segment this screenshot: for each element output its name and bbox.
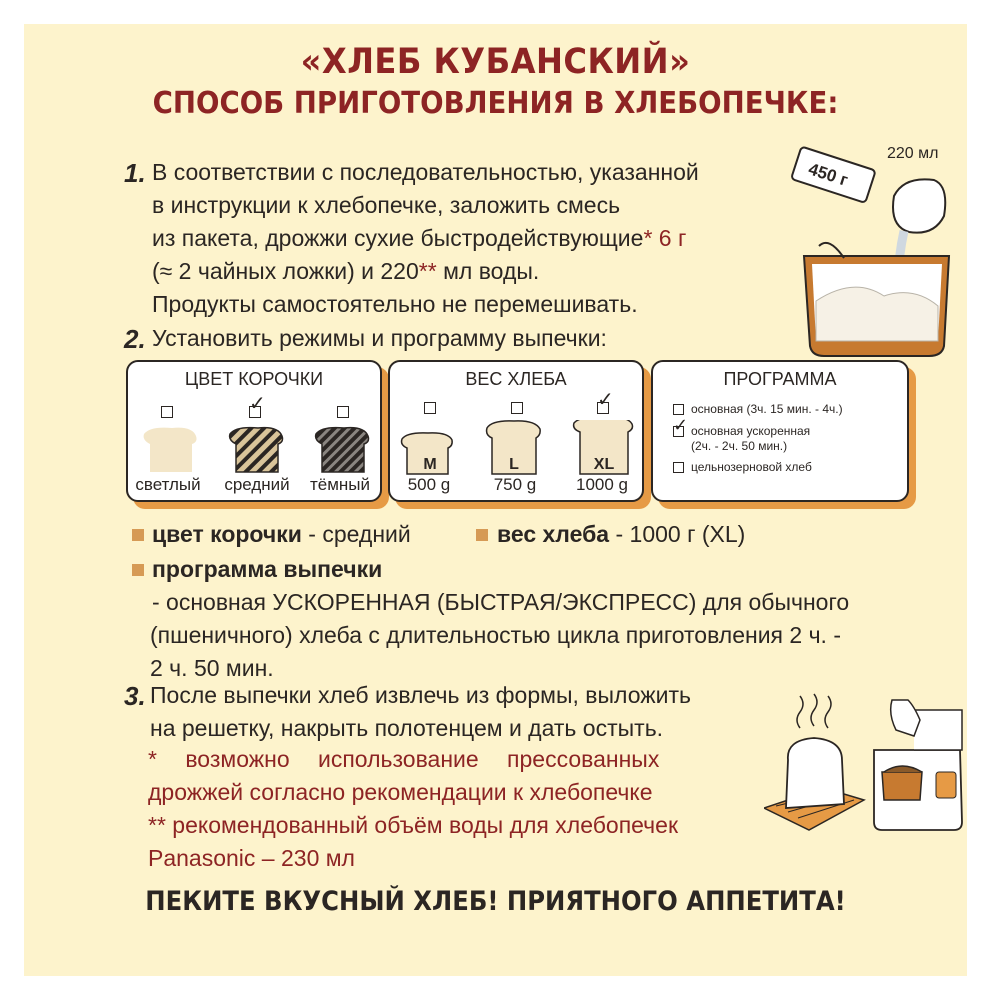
crust-panel-title: ЦВЕТ КОРОЧКИ	[184, 369, 324, 389]
footnote-line: * возможно использование прессованных	[148, 746, 660, 772]
program-fast-label: основная ускоренная	[691, 424, 811, 438]
program-main-label: основная (3ч. 15 мин. - 4ч.)	[691, 402, 843, 416]
footnote-line: ** рекомендованный объём воды для хлебопечек	[148, 812, 679, 838]
step1-line-part: мл воды.	[436, 258, 540, 284]
size-m-label: M	[423, 456, 437, 473]
crust-light-label: светлый	[135, 475, 201, 494]
crust-dark-checkbox[interactable]	[337, 406, 349, 418]
summary-weight-value: - 1000 г (XL)	[609, 521, 746, 547]
step2-text: Установить режимы и программу выпечки:	[152, 325, 607, 351]
weight-panel-title: ВЕС ХЛЕБА	[465, 369, 567, 389]
footnote-mark: * 6 г	[643, 225, 687, 251]
packet-weight-label: 450 г	[806, 159, 851, 190]
step1-line	[152, 255, 772, 288]
crust-color-panel	[126, 360, 382, 502]
recipe-title: «ХЛЕБ КУБАНСКИЙ»	[300, 42, 691, 82]
program-panel-title: ПРОГРАММА	[723, 369, 837, 389]
recipe-subtitle: СПОСОБ ПРИГОТОВЛЕНИЯ В ХЛЕБОПЕЧКЕ:	[152, 86, 839, 121]
baking-program-panel	[651, 360, 909, 502]
bread-maker-icon	[874, 700, 962, 830]
program-line: (пшеничного) хлеба с длительностью цикла приготовления 2 ч. -	[150, 622, 841, 648]
bullet-icon	[132, 564, 144, 576]
footnote-mark: **	[418, 258, 437, 284]
bullet-icon	[132, 529, 144, 541]
footnotes	[148, 743, 748, 875]
weight-500-label: 500 g	[407, 475, 451, 494]
weight-750-label: 750 g	[493, 475, 537, 494]
program-line: - основная УСКОРЕННАЯ (БЫСТРАЯ/ЭКСПРЕСС) для обычного	[152, 589, 850, 615]
weight-1000-label: 1000 g	[576, 475, 628, 494]
medium-bread-icon	[230, 428, 283, 472]
towel-covered-bread-icon	[786, 694, 844, 808]
summary-crust	[152, 518, 411, 551]
weight-m-checkbox[interactable]	[424, 402, 436, 414]
summary-crust-value: - средний	[301, 521, 411, 547]
bread-weight-panel	[388, 360, 644, 502]
summary-program-label: программа выпечки	[152, 556, 383, 582]
footer-slogan: ПЕКИТЕ ВКУСНЫЙ ХЛЕБ! ПРИЯТНОГО АППЕТИТА!	[145, 886, 846, 917]
step2-number: 2.	[124, 324, 146, 354]
cooling-bread-illustration	[764, 680, 967, 840]
crust-dark-label: тёмный	[309, 475, 371, 494]
summary-crust-label: цвет корочки	[152, 521, 302, 547]
program-fast-duration: (2ч. - 2ч. 50 мин.)	[691, 439, 788, 453]
check-mark-icon: ✓	[249, 393, 266, 415]
summary-weight	[497, 518, 745, 551]
size-xl-label: XL	[593, 456, 615, 473]
crust-light-checkbox[interactable]	[161, 406, 173, 418]
step1-text	[152, 156, 772, 321]
crust-medium-label: средний	[224, 475, 290, 494]
bullet-icon	[476, 529, 488, 541]
crust-bread-icons	[136, 426, 376, 476]
step1-line: В соответствии с последовательностью, указанной	[152, 159, 699, 185]
check-mark-icon: ✓	[597, 389, 614, 411]
step1-line: Продукты самостоятельно не перемешивать.	[152, 291, 638, 317]
program-line: 2 ч. 50 мин.	[150, 655, 274, 681]
recipe-page	[24, 24, 967, 976]
dark-bread-icon	[316, 428, 369, 472]
program-main-checkbox[interactable]	[673, 404, 684, 415]
footnote-line: Panasonic – 230 мл	[148, 845, 355, 871]
step1-line: в инструкции к хлебопечке, заложить смесь	[152, 192, 621, 218]
summary-program-text	[150, 586, 910, 685]
step1-line-part: (≈ 2 чайных ложки) и 220	[152, 258, 419, 284]
step1-line-part: из пакета, дрожжи сухие быстродействующие	[152, 225, 644, 251]
footnote-line: дрожжей согласно рекомендации к хлебопечке	[148, 779, 653, 805]
pouring-illustration	[784, 136, 967, 361]
step3-text	[150, 679, 770, 745]
step3-line: После выпечки хлеб извлечь из формы, выложить	[150, 682, 691, 708]
step1-number: 1.	[124, 158, 146, 188]
step3-line: на решетку, накрыть полотенцем и дать остыть.	[150, 715, 664, 741]
step3-number: 3.	[124, 681, 146, 711]
bread-pan-icon	[804, 243, 949, 356]
summary-weight-label: вес хлеба	[497, 521, 610, 547]
size-l-label: L	[509, 456, 519, 473]
check-mark-icon: ✓	[673, 415, 689, 435]
light-bread-icon	[144, 428, 197, 472]
weight-l-checkbox[interactable]	[511, 402, 523, 414]
flour-packet-icon	[791, 147, 876, 203]
program-wholegrain-checkbox[interactable]	[673, 462, 684, 473]
program-wholegrain-label: цельнозерновой хлеб	[691, 460, 812, 474]
step1-line	[152, 222, 772, 255]
water-volume-label: 220 мл	[887, 145, 939, 162]
